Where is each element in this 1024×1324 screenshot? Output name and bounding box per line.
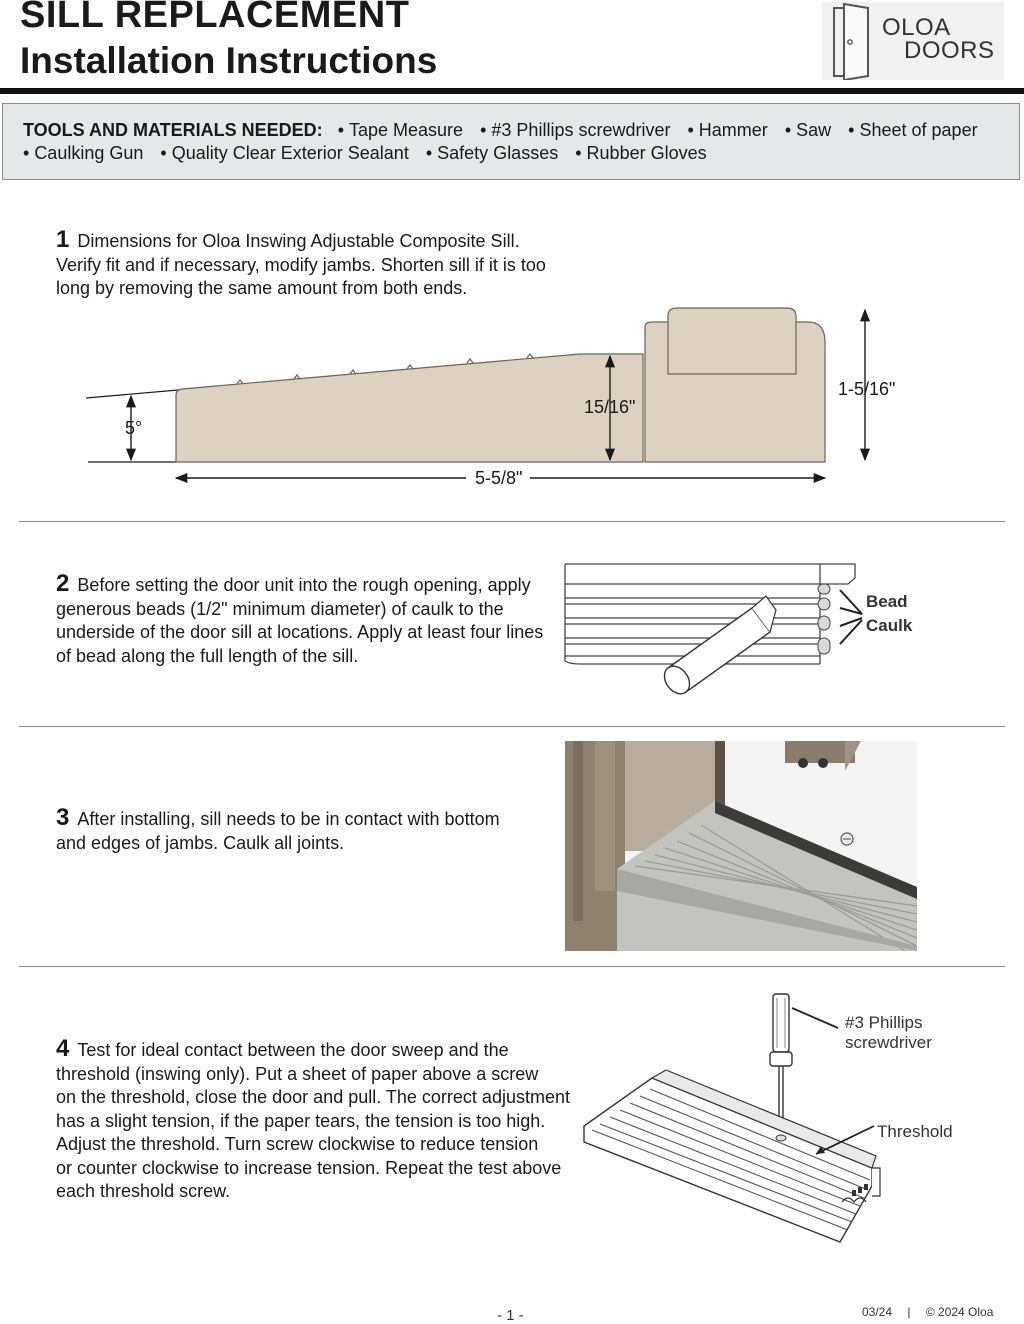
caulk-bead-illustration [560,556,940,706]
step-line: Test for ideal contact between the door sweep and the [77,1040,509,1060]
tool-item: • Rubber Gloves [575,143,706,163]
bead-caulk-label-2: Caulk [866,616,913,635]
bead-caulk-label-1: Bead [866,592,908,611]
step-line: long by removing the same amount from both ends. [56,278,468,298]
tools-panel [2,103,1020,180]
logo-text-line1: OLOA [882,14,951,41]
step-4-text [56,1035,570,1204]
header-rule [0,88,1024,94]
step-line: After installing, sill needs to be in contact with bottom [77,809,500,829]
step-3-text [56,806,561,855]
step-line: or counter clockwise to increase tension. Repeat the test above [56,1157,562,1178]
step-number: 3 [56,804,70,831]
threshold-label: Threshold [877,1122,953,1141]
section-divider [19,726,1005,727]
revision-date: 03/24 [862,1305,893,1319]
step-line: threshold (inswing only). Put a sheet of paper above a screw [56,1063,539,1084]
step-1-text [56,228,561,301]
tools-line-1 [23,120,990,141]
door-icon [822,2,882,80]
step-number: 4 [56,1035,70,1062]
tool-item: • Saw [785,120,831,140]
sill-dimension-diagram [0,300,1024,500]
logo-text-line2: DOORS [904,37,995,64]
step-line: generous beads (1/2" minimum diameter) of caulk to the [56,598,504,619]
dim-back-height-label: 1-5/16" [838,379,896,399]
section-divider [19,966,1005,967]
tools-line-2 [23,143,719,164]
tool-item: • Sheet of paper [848,120,977,140]
copyright: © 2024 Oloa [925,1305,994,1319]
brand-logo [822,2,1004,80]
dim-width-label: 5-5/8" [475,468,523,488]
tool-item: • Safety Glasses [426,143,558,163]
screwdriver-label-1: #3 Phillips [845,1013,923,1032]
step-number: 1 [56,226,70,253]
dim-angle-label: 5° [125,418,143,438]
footer-separator: | [907,1305,911,1319]
screwdriver-label-2: screwdriver [845,1033,932,1052]
section-divider [19,521,1005,522]
page-title: SILL REPLACEMENT [20,0,410,36]
tool-item: • Hammer [687,120,767,140]
step-line: Before setting the door unit into the rough opening, apply [77,575,531,595]
step-line: Adjust the threshold. Turn screw clockwise to reduce tension [56,1134,539,1154]
tool-item: • Caulking Gun [23,143,143,163]
step-line: Verify fit and if necessary, modify jambs. Shorten sill if it is too [56,254,546,275]
step-line: underside of the door sill at locations. Apply at least four lines [56,622,544,642]
tool-item: • #3 Phillips screwdriver [480,120,670,140]
threshold-adjustment-illustration [580,990,980,1260]
dim-front-height-label: 15/16" [584,397,636,417]
step-2-text [56,572,561,668]
page-number: - 1 - [497,1307,524,1324]
tools-heading: TOOLS AND MATERIALS NEEDED: [23,120,323,140]
step-line: and edges of jambs. Caulk all joints. [56,832,345,853]
tool-item: • Tape Measure [338,120,463,140]
footer-meta [862,1305,1005,1319]
step-line: each threshold screw. [56,1181,231,1201]
step-line: has a slight tension, if the paper tears, the tension is too high. [56,1110,546,1131]
step-line: Dimensions for Oloa Inswing Adjustable Composite Sill. [77,231,520,251]
tool-item: • Quality Clear Exterior Sealant [160,143,408,163]
page-subtitle: Installation Instructions [20,40,438,81]
step-line: on the threshold, close the door and pull. The correct adjustment [56,1087,570,1107]
step-line: of bead along the full length of the sill. [56,645,359,666]
step-number: 2 [56,570,70,597]
installed-sill-photo [565,741,917,951]
